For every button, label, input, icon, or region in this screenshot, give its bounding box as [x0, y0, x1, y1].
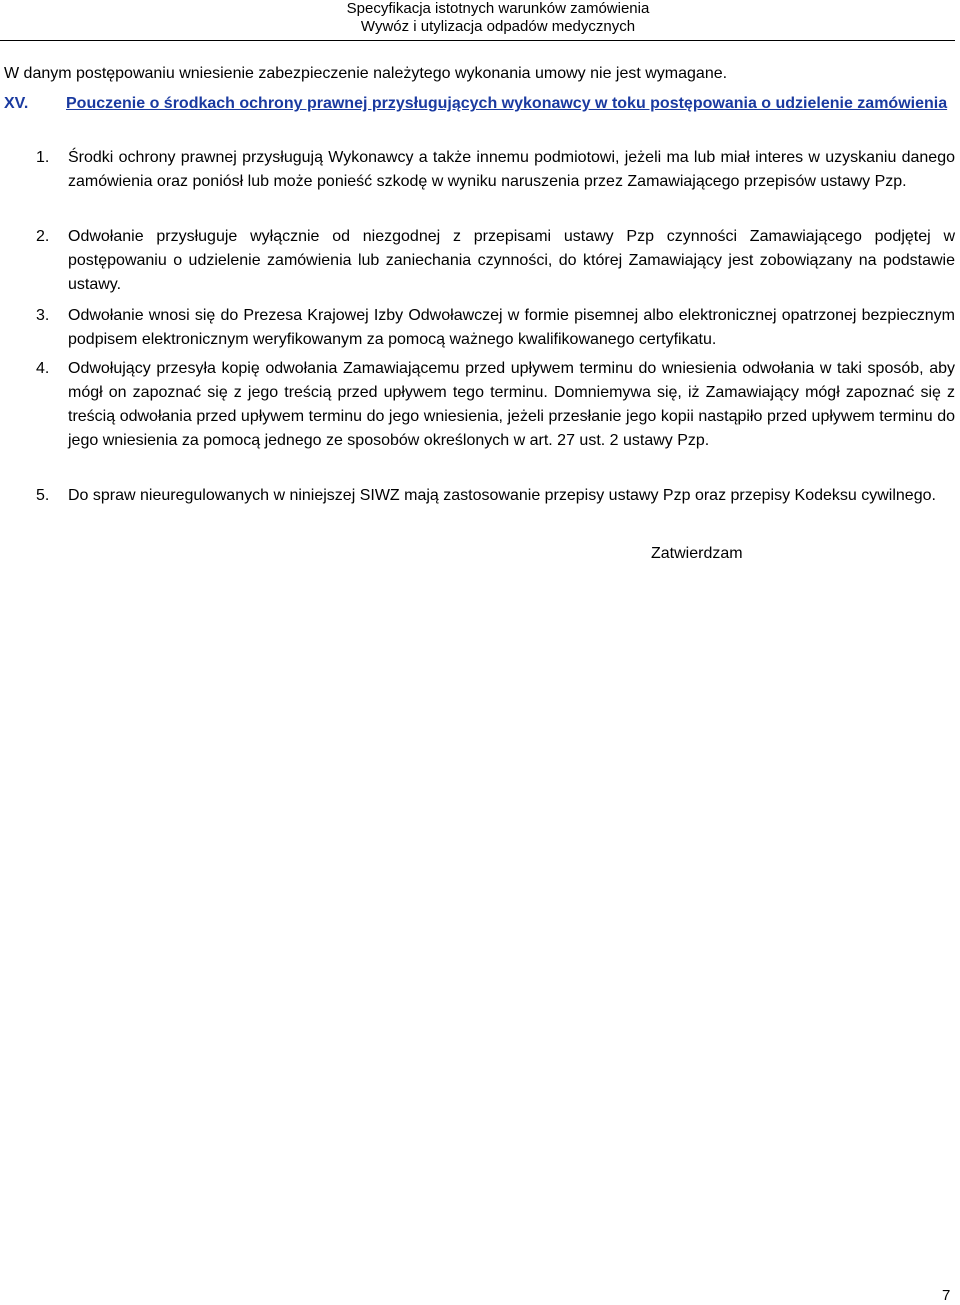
list-item-text: Odwołanie wnosi się do Prezesa Krajowej Izby Odwoławczej w formie pisemnej albo elektronicznej opatrzonej bezpiecznym podpisem elektronicznym weryfikowanym za pomocą ważnego kwalifikowanego certyfikatu.	[68, 307, 955, 348]
list-item-number: 3.	[36, 307, 50, 324]
intro-paragraph: W danym postępowaniu wniesienie zabezpieczenie należytego wykonania umowy nie jest wymagane.	[4, 65, 728, 82]
header-title: Specyfikacja istotnych warunków zamówienia	[346, 0, 650, 17]
list-item-text: Odwołanie przysługuje wyłącznie od niezgodnej z przepisami ustawy Pzp czynności Zamawiającego podjętej w postępowaniu o udzielenie zamówienia lub zaniechania czynności, do której Zamawiający jest zobowiązany na podstawie ustawy.	[68, 228, 955, 293]
section-number: XV.	[4, 95, 29, 112]
list-item-text: Środki ochrony prawnej przysługują Wykonawcy a także innemu podmiotowi, jeżeli ma lub miał interes w uzyskaniu danego zamówienia oraz poniósł lub może ponieść szkodę w wyniku naruszenia przez Zamawiającego przepisów ustawy Pzp.	[68, 149, 955, 190]
section-heading	[4, 92, 956, 116]
section-title: Pouczenie o środkach ochrony prawnej przysługujących wykonawcy w toku postępowania o udzielenie zamówienia	[66, 95, 948, 112]
list-item-number: 4.	[36, 360, 50, 377]
list-item-number: 1.	[36, 149, 50, 166]
list-item-text: Odwołujący przesyła kopię odwołania Zamawiającemu przed upływem terminu do wniesienia odwołania w taki sposób, aby mógł on zapoznać się z jego treścią przed upływem tego terminu. Domniemywa się, iż Zamawiający mógł zapoznać się z treścią odwołania przed upływem terminu do jego wniesienia, jeżeli przesłanie jego kopii nastąpiło przed upływem terminu do jego wniesienia za pomocą jednego ze sposobów określonych w art. 27 ust. 2 ustawy Pzp.	[68, 360, 955, 449]
list-item-number: 2.	[36, 228, 50, 245]
list-item-text: Do spraw nieuregulowanych w niniejszej SIWZ mają zastosowanie przepisy ustawy Pzp oraz przepisy Kodeksu cywilnego.	[68, 487, 936, 504]
header-divider	[0, 40, 955, 41]
list-item-number: 5.	[36, 487, 50, 504]
page-header	[0, 0, 960, 36]
signature-label: Zatwierdzam	[651, 545, 743, 562]
page-number: 7	[942, 1287, 951, 1304]
header-subtitle: Wywóz i utylizacja odpadów medycznych	[360, 18, 636, 35]
